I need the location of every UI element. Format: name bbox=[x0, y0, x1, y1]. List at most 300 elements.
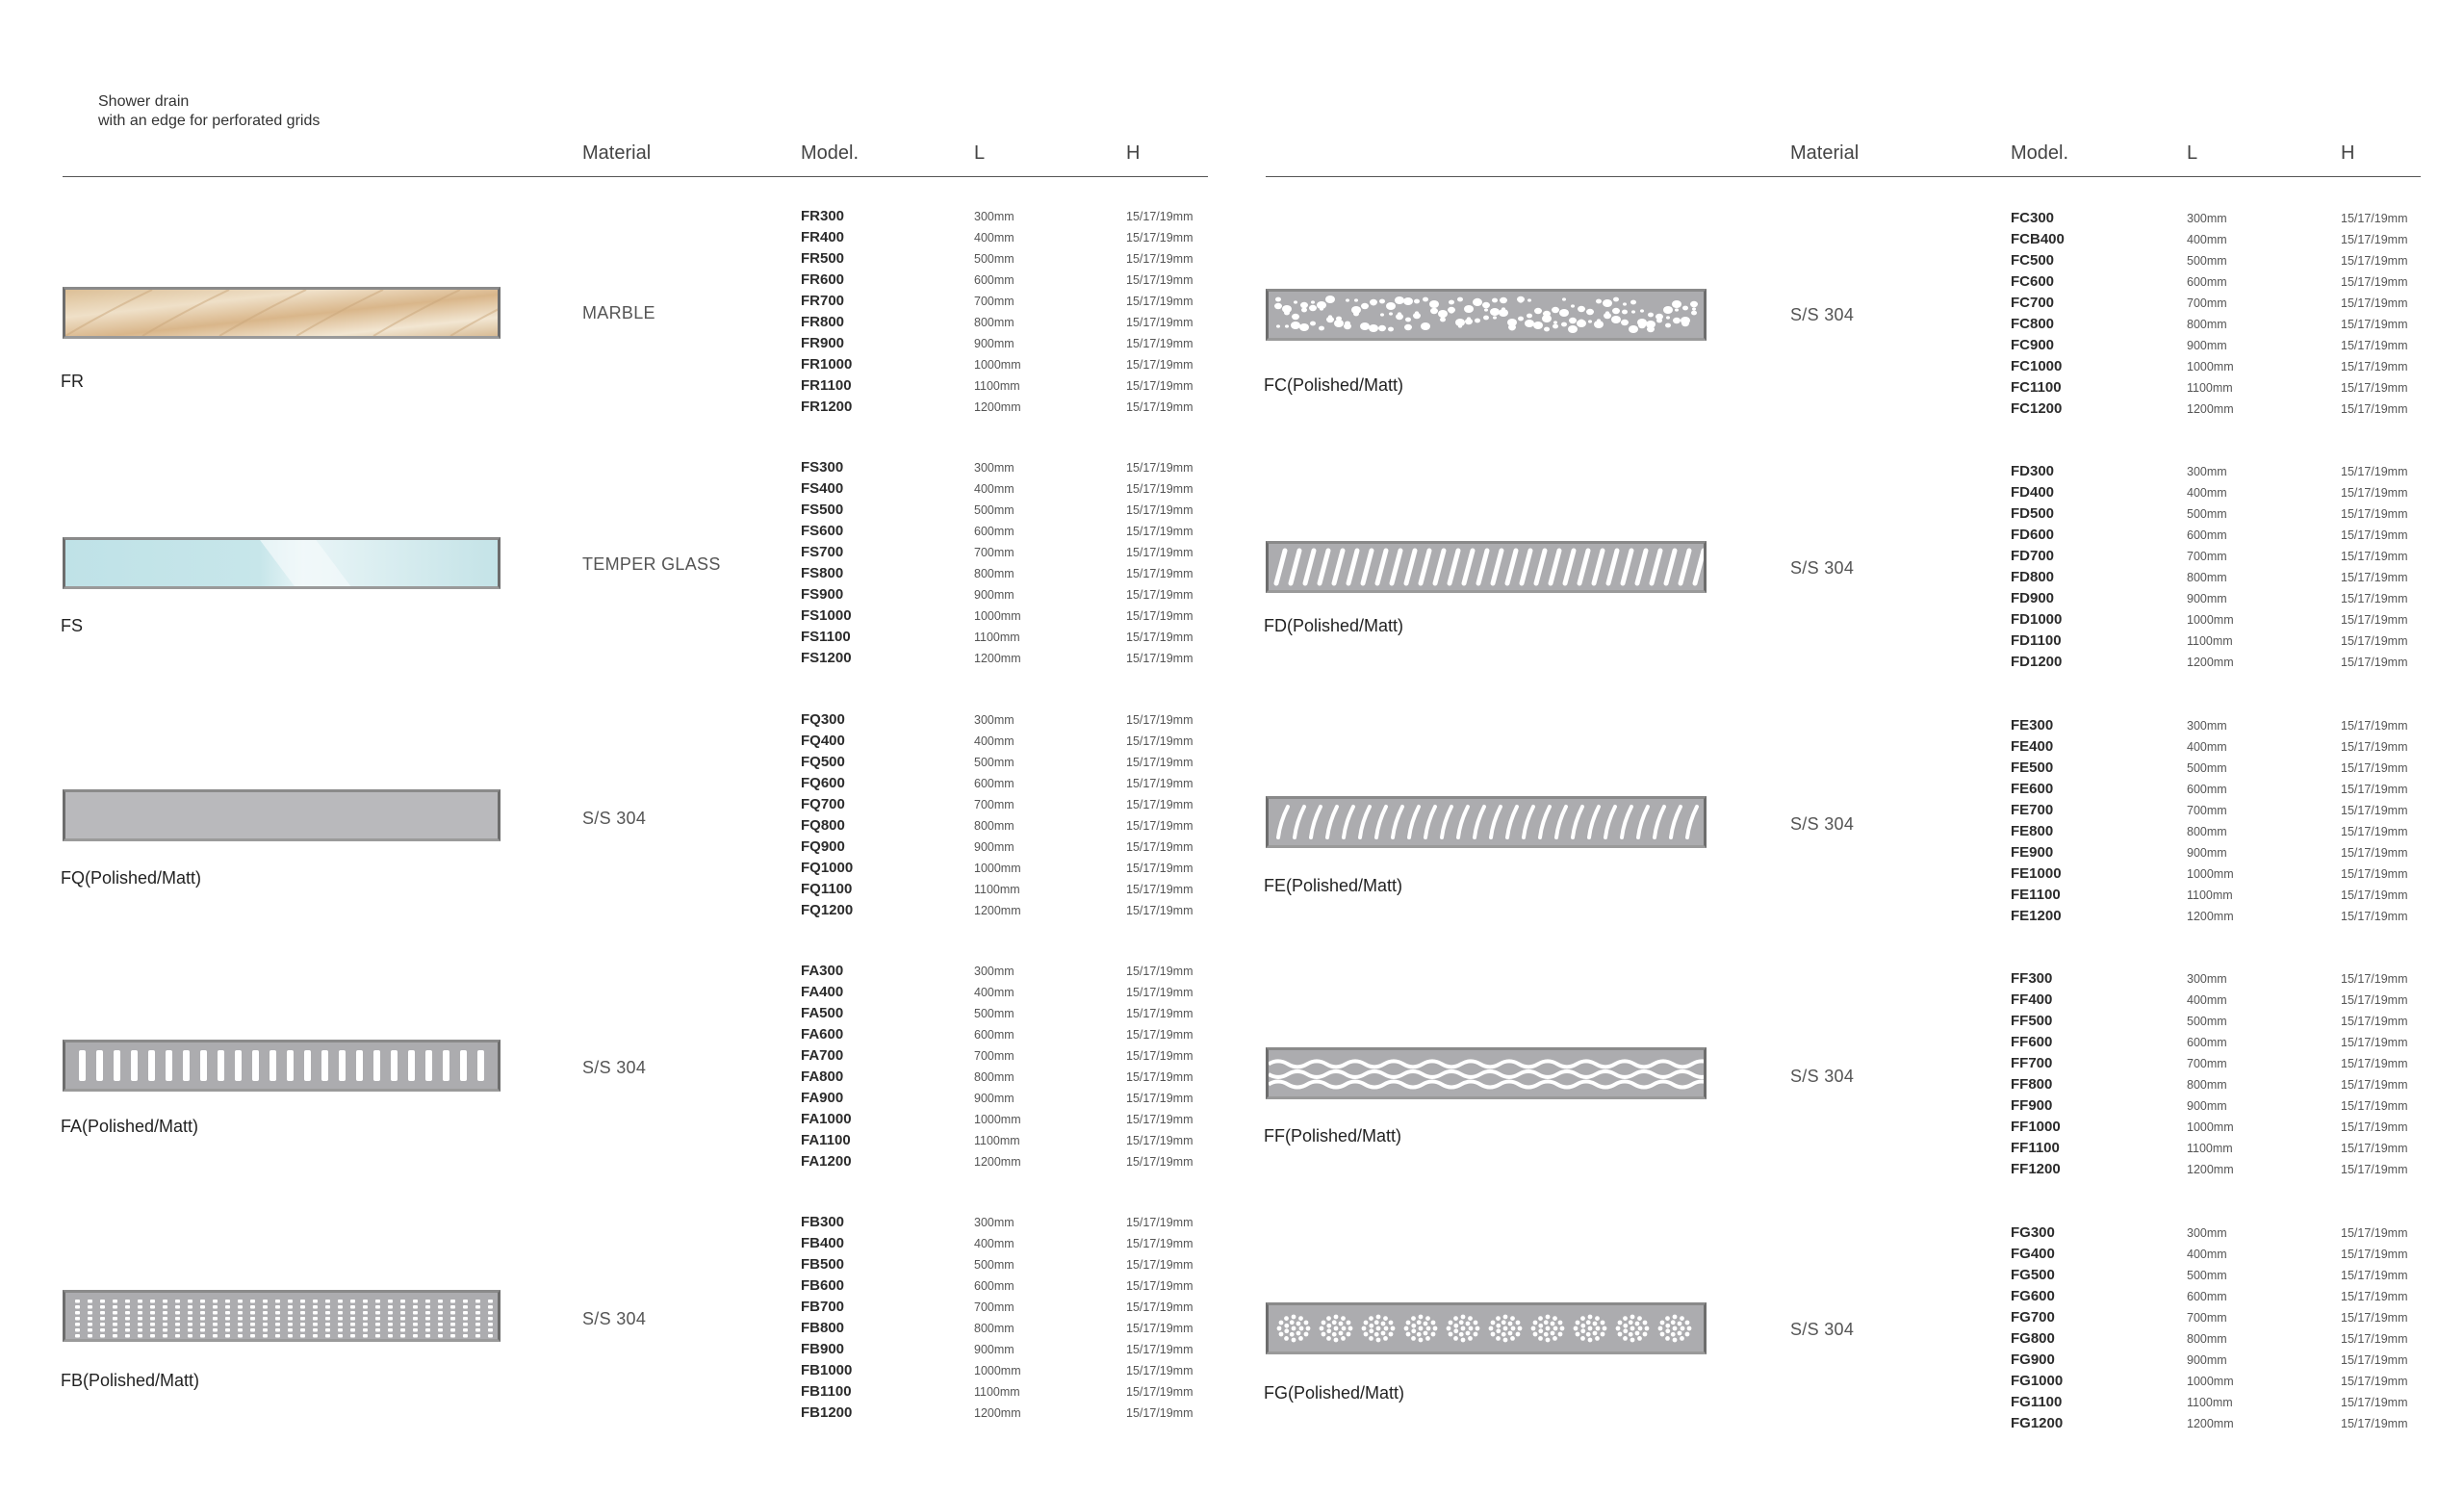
height-cell-fb: 15/17/19mm bbox=[1126, 1406, 1194, 1420]
height-cell-fc: 15/17/19mm bbox=[2341, 296, 2408, 310]
height-cell-fq: 15/17/19mm bbox=[1126, 798, 1194, 811]
product-material-ff: S/S 304 bbox=[1790, 1067, 1855, 1086]
model-cell-ff: FF300 bbox=[2011, 970, 2053, 987]
model-cell-fq: FQ500 bbox=[801, 754, 845, 770]
length-list-fc bbox=[2187, 208, 2234, 420]
length-cell-fc: 800mm bbox=[2187, 318, 2227, 331]
height-cell-fd: 15/17/19mm bbox=[2341, 465, 2408, 478]
length-cell-fg: 1000mm bbox=[2187, 1375, 2234, 1388]
model-cell-fe: FE1100 bbox=[2011, 887, 2061, 903]
height-cell-fb: 15/17/19mm bbox=[1126, 1279, 1194, 1293]
model-cell-fs: FS800 bbox=[801, 565, 844, 581]
product-name-fq: FQ(Polished/Matt) bbox=[61, 868, 202, 888]
length-list-ff bbox=[2187, 968, 2234, 1180]
length-cell-fq: 1200mm bbox=[974, 904, 1021, 917]
height-cell-fg: 15/17/19mm bbox=[2341, 1396, 2408, 1409]
height-list-fc bbox=[2341, 208, 2407, 420]
column-header-model: Model. bbox=[2011, 142, 2069, 164]
height-cell-ff: 15/17/19mm bbox=[2341, 1015, 2408, 1028]
product-material-fe: S/S 304 bbox=[1790, 814, 1855, 834]
height-cell-fd: 15/17/19mm bbox=[2341, 507, 2408, 521]
model-cell-fb: FB300 bbox=[801, 1214, 845, 1230]
length-cell-fd: 900mm bbox=[2187, 592, 2227, 605]
height-cell-fd: 15/17/19mm bbox=[2341, 634, 2408, 648]
model-cell-ff: FF1000 bbox=[2011, 1119, 2061, 1135]
model-cell-fq: FQ900 bbox=[801, 838, 845, 855]
length-cell-fq: 400mm bbox=[974, 734, 1014, 748]
length-cell-fc: 700mm bbox=[2187, 296, 2227, 310]
length-cell-fg: 500mm bbox=[2187, 1269, 2227, 1282]
length-cell-fq: 700mm bbox=[974, 798, 1014, 811]
height-cell-fb: 15/17/19mm bbox=[1126, 1258, 1194, 1272]
height-cell-fe: 15/17/19mm bbox=[2341, 740, 2408, 754]
length-cell-fa: 800mm bbox=[974, 1070, 1014, 1084]
header-divider bbox=[1266, 176, 2421, 177]
height-cell-fq: 15/17/19mm bbox=[1126, 904, 1194, 917]
model-cell-fd: FD800 bbox=[2011, 569, 2055, 585]
model-cell-fs: FS1200 bbox=[801, 650, 852, 666]
height-list-fd bbox=[2341, 461, 2407, 673]
height-cell-fs: 15/17/19mm bbox=[1126, 503, 1194, 517]
length-cell-fb: 1000mm bbox=[974, 1364, 1021, 1377]
height-cell-fa: 15/17/19mm bbox=[1126, 1070, 1194, 1084]
length-cell-fr: 1100mm bbox=[974, 379, 1020, 393]
length-cell-fr: 1000mm bbox=[974, 358, 1021, 372]
height-cell-fr: 15/17/19mm bbox=[1126, 295, 1194, 308]
height-cell-fa: 15/17/19mm bbox=[1126, 1092, 1194, 1105]
height-list-fg bbox=[2341, 1223, 2407, 1434]
length-cell-fg: 600mm bbox=[2187, 1290, 2227, 1303]
product-name-fb: FB(Polished/Matt) bbox=[61, 1371, 200, 1390]
model-cell-fa: FA900 bbox=[801, 1090, 844, 1106]
product-material-fd: S/S 304 bbox=[1790, 558, 1855, 578]
length-cell-fa: 1100mm bbox=[974, 1134, 1020, 1147]
model-cell-fd: FD1200 bbox=[2011, 654, 2063, 670]
model-cell-fe: FE400 bbox=[2011, 738, 2054, 755]
length-cell-fc: 1000mm bbox=[2187, 360, 2234, 373]
height-cell-fa: 15/17/19mm bbox=[1126, 1028, 1194, 1042]
model-cell-fs: FS1000 bbox=[801, 607, 852, 624]
height-cell-fa: 15/17/19mm bbox=[1126, 1113, 1194, 1126]
length-cell-fb: 700mm bbox=[974, 1300, 1014, 1314]
length-cell-fs: 700mm bbox=[974, 546, 1014, 559]
height-cell-fe: 15/17/19mm bbox=[2341, 867, 2408, 881]
length-cell-ff: 500mm bbox=[2187, 1015, 2227, 1028]
height-cell-fq: 15/17/19mm bbox=[1126, 883, 1194, 896]
height-cell-fg: 15/17/19mm bbox=[2341, 1375, 2408, 1388]
height-cell-fe: 15/17/19mm bbox=[2341, 888, 2408, 902]
height-cell-ff: 15/17/19mm bbox=[2341, 1036, 2408, 1049]
height-cell-fb: 15/17/19mm bbox=[1126, 1364, 1194, 1377]
model-cell-fs: FS900 bbox=[801, 586, 844, 603]
height-cell-fb: 15/17/19mm bbox=[1126, 1216, 1194, 1229]
model-cell-fr: FR600 bbox=[801, 271, 845, 288]
length-cell-fb: 800mm bbox=[974, 1322, 1014, 1335]
length-cell-fc: 600mm bbox=[2187, 275, 2227, 289]
length-cell-fd: 1000mm bbox=[2187, 613, 2234, 627]
height-list-fe bbox=[2341, 715, 2407, 927]
height-cell-fd: 15/17/19mm bbox=[2341, 528, 2408, 542]
height-cell-fc: 15/17/19mm bbox=[2341, 212, 2408, 225]
model-cell-fb: FB1100 bbox=[801, 1383, 852, 1400]
length-cell-fe: 800mm bbox=[2187, 825, 2227, 838]
length-cell-fs: 1200mm bbox=[974, 652, 1021, 665]
length-list-fg bbox=[2187, 1223, 2234, 1434]
length-cell-fe: 400mm bbox=[2187, 740, 2227, 754]
height-cell-fr: 15/17/19mm bbox=[1126, 316, 1194, 329]
height-cell-fc: 15/17/19mm bbox=[2341, 318, 2408, 331]
length-cell-fa: 1200mm bbox=[974, 1155, 1021, 1169]
length-cell-fr: 400mm bbox=[974, 231, 1014, 245]
model-cell-fa: FA300 bbox=[801, 963, 844, 979]
height-cell-fr: 15/17/19mm bbox=[1126, 231, 1194, 245]
model-list-ff bbox=[2011, 968, 2061, 1180]
length-cell-fe: 1000mm bbox=[2187, 867, 2234, 881]
length-cell-fe: 600mm bbox=[2187, 783, 2227, 796]
height-cell-fg: 15/17/19mm bbox=[2341, 1353, 2408, 1367]
length-cell-fb: 600mm bbox=[974, 1279, 1014, 1293]
height-cell-fb: 15/17/19mm bbox=[1126, 1343, 1194, 1356]
model-cell-fr: FR1200 bbox=[801, 399, 853, 415]
height-cell-fb: 15/17/19mm bbox=[1126, 1385, 1194, 1399]
product-material-fs: TEMPER GLASS bbox=[582, 554, 721, 574]
height-cell-fa: 15/17/19mm bbox=[1126, 1049, 1194, 1063]
height-cell-ff: 15/17/19mm bbox=[2341, 1142, 2408, 1155]
length-cell-fb: 400mm bbox=[974, 1237, 1014, 1250]
product-name-ff: FF(Polished/Matt) bbox=[1264, 1126, 1402, 1145]
height-cell-fd: 15/17/19mm bbox=[2341, 550, 2408, 563]
height-cell-fq: 15/17/19mm bbox=[1126, 713, 1194, 727]
length-cell-fg: 400mm bbox=[2187, 1248, 2227, 1261]
length-cell-fe: 900mm bbox=[2187, 846, 2227, 860]
model-cell-fd: FD300 bbox=[2011, 463, 2055, 479]
height-cell-fb: 15/17/19mm bbox=[1126, 1322, 1194, 1335]
length-cell-fs: 400mm bbox=[974, 482, 1014, 496]
product-image-fg bbox=[1266, 1302, 1707, 1354]
model-cell-fr: FR500 bbox=[801, 250, 845, 267]
length-cell-fa: 500mm bbox=[974, 1007, 1014, 1020]
model-cell-fg: FG500 bbox=[2011, 1267, 2055, 1283]
model-cell-fr: FR700 bbox=[801, 293, 845, 309]
length-cell-fr: 900mm bbox=[974, 337, 1014, 350]
model-cell-fe: FE900 bbox=[2011, 844, 2054, 861]
length-cell-fs: 1100mm bbox=[974, 631, 1020, 644]
product-image-fd bbox=[1266, 541, 1707, 593]
product-image-ff bbox=[1266, 1047, 1707, 1099]
height-cell-fr: 15/17/19mm bbox=[1126, 400, 1194, 414]
model-cell-fg: FG300 bbox=[2011, 1224, 2055, 1241]
length-cell-ff: 400mm bbox=[2187, 993, 2227, 1007]
length-cell-fr: 300mm bbox=[974, 210, 1014, 223]
length-cell-fd: 700mm bbox=[2187, 550, 2227, 563]
title-line-1: Shower drain bbox=[98, 93, 190, 110]
column-header-height: H bbox=[2341, 142, 2355, 164]
height-cell-fe: 15/17/19mm bbox=[2341, 910, 2408, 923]
height-cell-fa: 15/17/19mm bbox=[1126, 965, 1194, 978]
length-cell-fg: 1100mm bbox=[2187, 1396, 2233, 1409]
model-cell-fc: FC1100 bbox=[2011, 379, 2062, 396]
product-material-fa: S/S 304 bbox=[582, 1058, 647, 1077]
model-cell-fc: FC1000 bbox=[2011, 358, 2063, 374]
model-cell-fg: FG1000 bbox=[2011, 1373, 2064, 1389]
length-cell-fs: 600mm bbox=[974, 525, 1014, 538]
height-cell-fe: 15/17/19mm bbox=[2341, 825, 2408, 838]
model-cell-fg: FG400 bbox=[2011, 1246, 2055, 1262]
length-cell-fb: 1200mm bbox=[974, 1406, 1021, 1420]
column-header-length: L bbox=[2187, 142, 2198, 164]
column-header-model: Model. bbox=[801, 142, 860, 164]
model-cell-ff: FF1100 bbox=[2011, 1140, 2060, 1156]
height-cell-fs: 15/17/19mm bbox=[1126, 525, 1194, 538]
height-list-ff bbox=[2341, 968, 2407, 1180]
model-cell-fd: FD1000 bbox=[2011, 611, 2063, 628]
height-cell-fc: 15/17/19mm bbox=[2341, 339, 2408, 352]
product-name-fd: FD(Polished/Matt) bbox=[1264, 616, 1404, 635]
length-cell-fq: 300mm bbox=[974, 713, 1014, 727]
model-cell-fg: FG800 bbox=[2011, 1330, 2055, 1347]
model-cell-fd: FD500 bbox=[2011, 505, 2055, 522]
product-material-fr: MARBLE bbox=[582, 303, 655, 322]
model-cell-fr: FR400 bbox=[801, 229, 845, 245]
height-cell-fc: 15/17/19mm bbox=[2341, 402, 2408, 416]
model-cell-fb: FB1200 bbox=[801, 1404, 853, 1421]
model-cell-fa: FA500 bbox=[801, 1005, 844, 1021]
length-cell-fa: 700mm bbox=[974, 1049, 1014, 1063]
model-list-fd bbox=[2011, 461, 2062, 673]
height-cell-fa: 15/17/19mm bbox=[1126, 1134, 1194, 1147]
height-cell-fs: 15/17/19mm bbox=[1126, 609, 1194, 623]
height-cell-fq: 15/17/19mm bbox=[1126, 862, 1194, 875]
length-cell-fa: 1000mm bbox=[974, 1113, 1021, 1126]
product-material-fg: S/S 304 bbox=[1790, 1320, 1855, 1339]
length-cell-fc: 900mm bbox=[2187, 339, 2227, 352]
height-cell-fg: 15/17/19mm bbox=[2341, 1417, 2408, 1430]
model-cell-ff: FF900 bbox=[2011, 1097, 2053, 1114]
model-cell-fc: FC1200 bbox=[2011, 400, 2063, 417]
length-cell-fc: 1100mm bbox=[2187, 381, 2233, 395]
length-cell-fc: 500mm bbox=[2187, 254, 2227, 268]
model-cell-fa: FA700 bbox=[801, 1047, 844, 1064]
column-header-length: L bbox=[974, 142, 986, 164]
model-cell-fr: FR1100 bbox=[801, 377, 852, 394]
model-cell-fb: FB900 bbox=[801, 1341, 845, 1357]
height-cell-fg: 15/17/19mm bbox=[2341, 1311, 2408, 1325]
model-cell-fa: FA1100 bbox=[801, 1132, 851, 1148]
model-cell-fg: FG600 bbox=[2011, 1288, 2055, 1304]
length-cell-fs: 800mm bbox=[974, 567, 1014, 580]
length-cell-fg: 700mm bbox=[2187, 1311, 2227, 1325]
model-cell-fe: FE1000 bbox=[2011, 865, 2062, 882]
model-cell-ff: FF400 bbox=[2011, 991, 2053, 1008]
model-cell-fa: FA800 bbox=[801, 1068, 844, 1085]
model-cell-fe: FE700 bbox=[2011, 802, 2054, 818]
height-cell-ff: 15/17/19mm bbox=[2341, 972, 2408, 986]
height-cell-fc: 15/17/19mm bbox=[2341, 360, 2408, 373]
height-cell-fq: 15/17/19mm bbox=[1126, 756, 1194, 769]
model-cell-fb: FB600 bbox=[801, 1277, 845, 1294]
model-cell-ff: FF700 bbox=[2011, 1055, 2053, 1071]
length-cell-fr: 1200mm bbox=[974, 400, 1021, 414]
product-material-fc: S/S 304 bbox=[1790, 305, 1855, 324]
model-list-fg bbox=[2011, 1223, 2063, 1434]
product-image-fe bbox=[1266, 796, 1707, 848]
model-cell-fc: FCB400 bbox=[2011, 231, 2065, 247]
length-cell-fe: 1100mm bbox=[2187, 888, 2233, 902]
height-cell-fe: 15/17/19mm bbox=[2341, 761, 2408, 775]
length-cell-fd: 1100mm bbox=[2187, 634, 2233, 648]
height-cell-fg: 15/17/19mm bbox=[2341, 1269, 2408, 1282]
height-cell-fs: 15/17/19mm bbox=[1126, 461, 1194, 475]
column-header-height: H bbox=[1126, 142, 1141, 164]
length-cell-fr: 600mm bbox=[974, 273, 1014, 287]
model-cell-fa: FA1200 bbox=[801, 1153, 852, 1170]
height-cell-fa: 15/17/19mm bbox=[1126, 1007, 1194, 1020]
height-cell-fg: 15/17/19mm bbox=[2341, 1332, 2408, 1346]
height-cell-fs: 15/17/19mm bbox=[1126, 546, 1194, 559]
model-cell-fr: FR1000 bbox=[801, 356, 853, 373]
length-cell-fb: 300mm bbox=[974, 1216, 1014, 1229]
length-cell-fq: 1100mm bbox=[974, 883, 1020, 896]
product-name-fc: FC(Polished/Matt) bbox=[1264, 375, 1404, 395]
height-cell-fe: 15/17/19mm bbox=[2341, 719, 2408, 733]
height-cell-ff: 15/17/19mm bbox=[2341, 1078, 2408, 1092]
model-cell-fb: FB700 bbox=[801, 1299, 845, 1315]
height-cell-fc: 15/17/19mm bbox=[2341, 275, 2408, 289]
height-cell-fq: 15/17/19mm bbox=[1126, 734, 1194, 748]
length-cell-fb: 1100mm bbox=[974, 1385, 1020, 1399]
length-cell-fb: 900mm bbox=[974, 1343, 1014, 1356]
height-cell-fd: 15/17/19mm bbox=[2341, 613, 2408, 627]
model-cell-fs: FS1100 bbox=[801, 629, 851, 645]
height-cell-ff: 15/17/19mm bbox=[2341, 1057, 2408, 1070]
height-cell-fd: 15/17/19mm bbox=[2341, 656, 2408, 669]
model-cell-fs: FS600 bbox=[801, 523, 844, 539]
model-cell-fb: FB1000 bbox=[801, 1362, 853, 1378]
length-cell-fg: 1200mm bbox=[2187, 1417, 2234, 1430]
height-cell-fe: 15/17/19mm bbox=[2341, 804, 2408, 817]
product-image-fc bbox=[1266, 289, 1707, 341]
length-cell-fg: 300mm bbox=[2187, 1226, 2227, 1240]
length-cell-fq: 900mm bbox=[974, 840, 1014, 854]
model-cell-fd: FD600 bbox=[2011, 527, 2055, 543]
model-cell-fc: FC300 bbox=[2011, 210, 2055, 226]
model-cell-fd: FD1100 bbox=[2011, 632, 2062, 649]
model-cell-fs: FS300 bbox=[801, 459, 844, 476]
length-cell-fg: 900mm bbox=[2187, 1353, 2227, 1367]
length-cell-fr: 500mm bbox=[974, 252, 1014, 266]
length-cell-fb: 500mm bbox=[974, 1258, 1014, 1272]
model-cell-fc: FC700 bbox=[2011, 295, 2055, 311]
length-cell-fs: 900mm bbox=[974, 588, 1014, 602]
model-cell-fc: FC800 bbox=[2011, 316, 2055, 332]
length-cell-fq: 1000mm bbox=[974, 862, 1021, 875]
product-material-fb: S/S 304 bbox=[582, 1309, 647, 1328]
length-cell-ff: 600mm bbox=[2187, 1036, 2227, 1049]
model-cell-fr: FR800 bbox=[801, 314, 845, 330]
height-cell-fs: 15/17/19mm bbox=[1126, 652, 1194, 665]
model-cell-fb: FB500 bbox=[801, 1256, 845, 1273]
model-cell-fs: FS700 bbox=[801, 544, 844, 560]
height-cell-fc: 15/17/19mm bbox=[2341, 254, 2408, 268]
model-list-fe bbox=[2011, 715, 2062, 927]
product-name-fe: FE(Polished/Matt) bbox=[1264, 876, 1403, 895]
model-cell-fe: FE300 bbox=[2011, 717, 2054, 734]
height-cell-fg: 15/17/19mm bbox=[2341, 1290, 2408, 1303]
height-cell-fr: 15/17/19mm bbox=[1126, 337, 1194, 350]
height-cell-ff: 15/17/19mm bbox=[2341, 993, 2408, 1007]
model-cell-fa: FA400 bbox=[801, 984, 844, 1000]
height-cell-ff: 15/17/19mm bbox=[2341, 1163, 2408, 1176]
product-name-fs: FS bbox=[61, 616, 84, 635]
length-cell-ff: 1200mm bbox=[2187, 1163, 2234, 1176]
length-cell-fg: 800mm bbox=[2187, 1332, 2227, 1346]
height-cell-fr: 15/17/19mm bbox=[1126, 210, 1194, 223]
model-cell-fb: FB800 bbox=[801, 1320, 845, 1336]
model-cell-ff: FF500 bbox=[2011, 1013, 2053, 1029]
height-cell-fc: 15/17/19mm bbox=[2341, 233, 2408, 246]
height-cell-fa: 15/17/19mm bbox=[1126, 986, 1194, 999]
length-cell-fd: 500mm bbox=[2187, 507, 2227, 521]
model-cell-fg: FG900 bbox=[2011, 1351, 2055, 1368]
length-cell-fe: 500mm bbox=[2187, 761, 2227, 775]
height-cell-fr: 15/17/19mm bbox=[1126, 358, 1194, 372]
model-list-fc bbox=[2011, 208, 2065, 420]
height-cell-fs: 15/17/19mm bbox=[1126, 631, 1194, 644]
product-name-fr: FR bbox=[61, 372, 84, 391]
height-cell-fd: 15/17/19mm bbox=[2341, 571, 2408, 584]
length-cell-fd: 300mm bbox=[2187, 465, 2227, 478]
length-cell-fd: 400mm bbox=[2187, 486, 2227, 500]
model-cell-fc: FC600 bbox=[2011, 273, 2055, 290]
length-cell-fa: 600mm bbox=[974, 1028, 1014, 1042]
model-cell-fq: FQ800 bbox=[801, 817, 845, 834]
height-cell-fs: 15/17/19mm bbox=[1126, 482, 1194, 496]
height-cell-fg: 15/17/19mm bbox=[2341, 1248, 2408, 1261]
model-cell-fd: FD400 bbox=[2011, 484, 2055, 501]
height-cell-fq: 15/17/19mm bbox=[1126, 819, 1194, 833]
height-cell-fa: 15/17/19mm bbox=[1126, 1155, 1194, 1169]
length-cell-fd: 800mm bbox=[2187, 571, 2227, 584]
model-cell-fb: FB400 bbox=[801, 1235, 845, 1251]
length-cell-ff: 800mm bbox=[2187, 1078, 2227, 1092]
model-cell-fc: FC900 bbox=[2011, 337, 2055, 353]
length-cell-fa: 300mm bbox=[974, 965, 1014, 978]
model-cell-fd: FD900 bbox=[2011, 590, 2055, 606]
height-cell-fr: 15/17/19mm bbox=[1126, 379, 1194, 393]
length-cell-fa: 900mm bbox=[974, 1092, 1014, 1105]
height-cell-fb: 15/17/19mm bbox=[1126, 1237, 1194, 1250]
model-cell-fs: FS500 bbox=[801, 502, 844, 518]
length-cell-fe: 300mm bbox=[2187, 719, 2227, 733]
length-cell-fs: 300mm bbox=[974, 461, 1014, 475]
length-cell-fr: 800mm bbox=[974, 316, 1014, 329]
length-cell-fs: 500mm bbox=[974, 503, 1014, 517]
model-cell-fq: FQ700 bbox=[801, 796, 845, 812]
model-cell-ff: FF600 bbox=[2011, 1034, 2053, 1050]
height-cell-fb: 15/17/19mm bbox=[1126, 1300, 1194, 1314]
height-cell-fr: 15/17/19mm bbox=[1126, 252, 1194, 266]
length-cell-fc: 400mm bbox=[2187, 233, 2227, 246]
height-cell-fd: 15/17/19mm bbox=[2341, 486, 2408, 500]
model-cell-fe: FE500 bbox=[2011, 759, 2054, 776]
length-cell-fd: 600mm bbox=[2187, 528, 2227, 542]
height-cell-fd: 15/17/19mm bbox=[2341, 592, 2408, 605]
model-cell-fe: FE800 bbox=[2011, 823, 2054, 839]
length-cell-fs: 1000mm bbox=[974, 609, 1021, 623]
model-cell-fq: FQ1000 bbox=[801, 860, 854, 876]
model-cell-ff: FF800 bbox=[2011, 1076, 2053, 1093]
model-cell-fq: FQ600 bbox=[801, 775, 845, 791]
